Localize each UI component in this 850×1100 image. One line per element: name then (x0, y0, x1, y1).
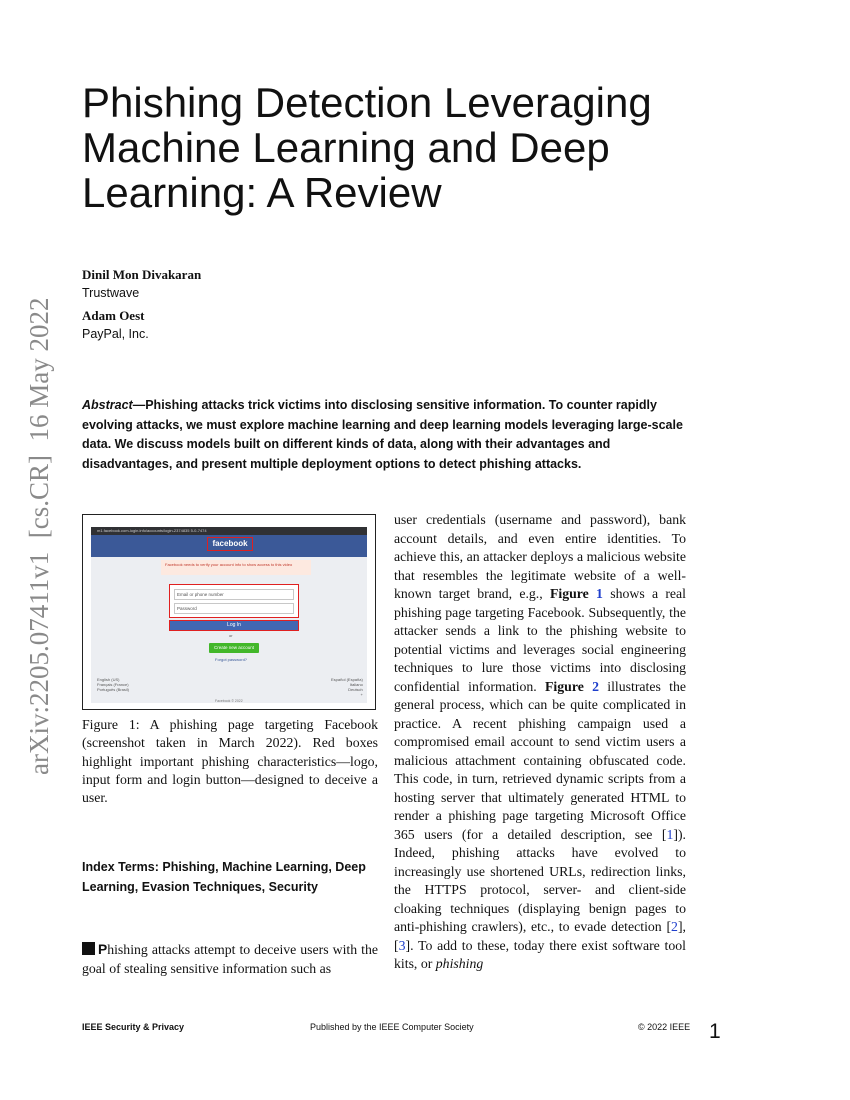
author-affiliation-1: Trustwave (82, 286, 140, 300)
abstract-text: —Phishing attacks trick victims into disclosing sensitive information. To counter rapidly evolving attacks, we must explore machine learning and deep learning models leveraging large-scale data. We discuss models built on different kinds of data, along with their advantages and disadvantages, and present multiple deployment options to detect phishing attacks. (82, 398, 683, 471)
intro-paragraph (82, 941, 378, 978)
body-text: illustrates the general process, which can be quite complicated in practice. A recent phishing campaign used a compromised email account to send victim users a malicious attachment containing obfuscated code. This code, in turn, retrieved dynamic scripts from a hosting server that ultimately generated HTML to render a phishing page targeting Microsoft Office 365 users (for a detailed description, see [ (394, 678, 686, 842)
paper-title: Phishing Detection Leveraging Machine Learning and Deep Learning: A Review (82, 79, 652, 216)
footer-copyright: © 2022 IEEE (638, 1022, 691, 1032)
footer-publisher: Published by the IEEE Computer Society (310, 1022, 474, 1032)
index-terms-label: Index Terms: (82, 860, 159, 874)
arxiv-id: arXiv:2205.07411v1 [cs.CR] 16 May 2022 (24, 297, 54, 775)
figure-1 (82, 514, 376, 710)
language-item: Français (France) (97, 682, 129, 687)
abstract-label: Abstract (82, 398, 133, 412)
dropcap: P (98, 942, 108, 957)
author-name-1: Dinil Mon Divakaran (82, 267, 202, 282)
arxiv-stamp (16, 285, 56, 785)
footer-journal: IEEE Security & Privacy (82, 1022, 185, 1032)
body-text-italic: phishing (435, 956, 484, 971)
index-terms (82, 857, 382, 897)
body-text: user credentials (username and password), bank account details, and even entire identities. To achieve this, an attacker deploys a malicious website that resembles the legitimate website of a well-known target brand, e.g., (394, 512, 686, 601)
create-account-button: Create new account (209, 643, 259, 653)
section-marker-icon (82, 942, 95, 955)
plus-icon: + (360, 692, 363, 697)
figure-1-link[interactable] (550, 586, 603, 601)
language-item: Español (España) (331, 677, 363, 682)
or-text: or (229, 633, 233, 638)
body-text: ], [ (394, 919, 686, 953)
figure-1-number: 1 (596, 586, 603, 601)
language-item: Português (Brasil) (97, 687, 130, 692)
body-text: ]. To add to these, today there exist software tool kits, or (394, 937, 686, 971)
citation-2-link[interactable]: 2 (671, 919, 678, 934)
url-bar: m1.facebook.com-login.info/accounts/login-2374835 5-0-7474 (97, 528, 207, 533)
facebook-logo: facebook (207, 537, 253, 551)
page-number: 1 (709, 1020, 721, 1043)
language-item: English (US) (97, 677, 120, 682)
languages-left (97, 677, 129, 692)
index-terms-text: Phishing, Machine Learning, Deep Learning, Evasion Techniques, Security (82, 860, 366, 894)
intro-text: hishing attacks attempt to deceive users with the goal of stealing sensitive information such as (82, 942, 378, 976)
warning-banner: Facebook needs to verify your account info to show access to this video (161, 560, 311, 575)
author-name-2: Adam Oest (82, 308, 145, 323)
languages-right (331, 677, 363, 697)
password-field: Password (174, 603, 294, 614)
figure-2-number: 2 (592, 678, 599, 694)
language-item: Deutsch (348, 687, 363, 692)
forgot-password-link: Forgot password? (215, 657, 248, 662)
email-field: Email or phone number (174, 589, 294, 600)
login-form-highlight (169, 584, 299, 618)
citation-1-link[interactable]: 1 (666, 826, 674, 842)
phishing-screenshot (91, 527, 367, 703)
figure-word: Figure (549, 586, 589, 601)
figure-2-link[interactable] (545, 679, 599, 694)
login-button-highlight: Log In (169, 620, 299, 631)
citation-3-link[interactable]: 3 (398, 937, 406, 953)
figure-word: Figure (544, 678, 584, 694)
body-text: shows a real phishing page targeting Facebook. Subsequently, the attacker sends a link to the phishing website to potential victims and leverages social engineering techniques to lure those victims into disclosing confidential information. (394, 586, 686, 694)
author-affiliation-2: PayPal, Inc. (82, 327, 149, 341)
facebook-copyright: Facebook © 2022 (215, 699, 243, 703)
browser-bar (91, 527, 367, 535)
language-item: Italiano (349, 682, 363, 687)
body-column-2 (394, 511, 686, 974)
body-text: ]). Indeed, phishing attacks have evolved to increasingly use shortened URLs, redirection links, the HTTPS protocol, server- and client-side cloaking techniques (displaying benign pages to anti-phishing crawlers), etc., to evade detection [ (394, 826, 686, 934)
abstract (82, 396, 690, 474)
figure-1-caption: Figure 1: A phishing page targeting Facebook (screenshot taken in March 2022). Red boxes highlight important phishing characteristics—logo, input form and login button—designed to deceive a user. (82, 717, 378, 806)
